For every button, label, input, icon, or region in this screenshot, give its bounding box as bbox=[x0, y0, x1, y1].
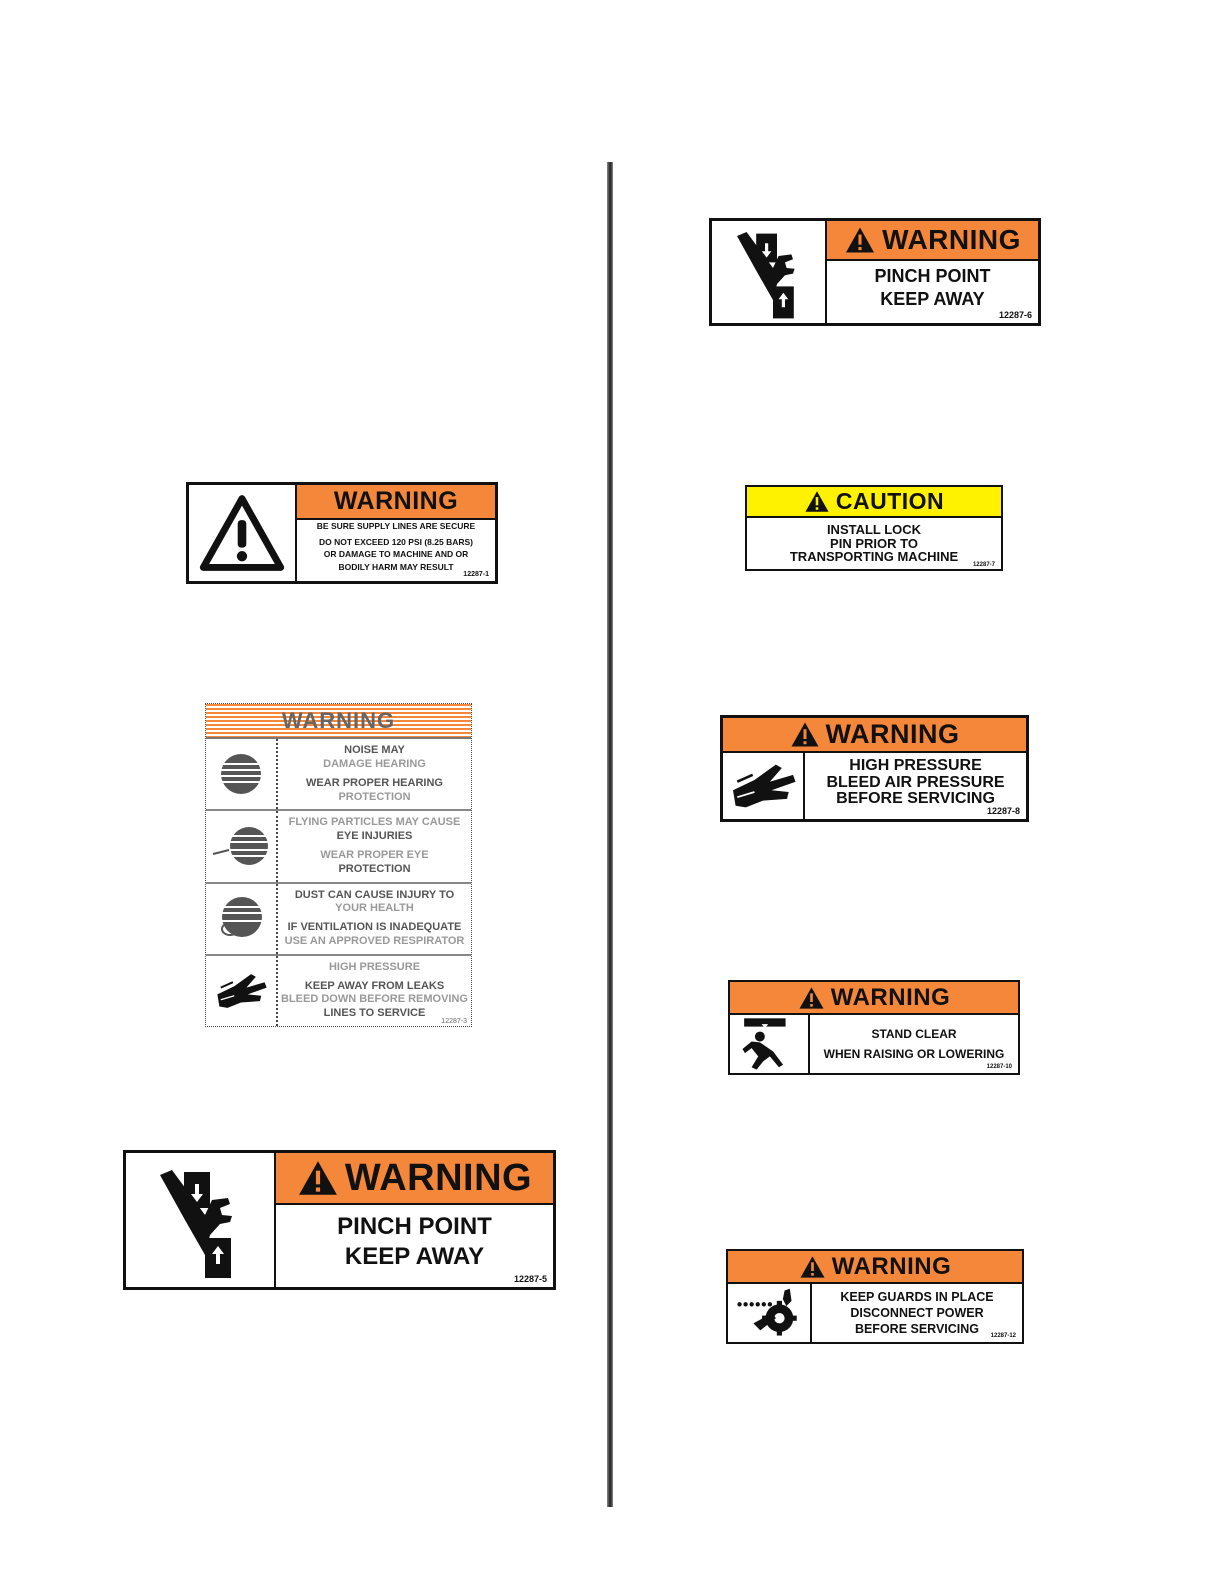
ppe-line: WEAR PROPER EYE bbox=[320, 848, 429, 861]
decal-line: PINCH POINT bbox=[337, 1213, 492, 1240]
page-divider bbox=[607, 162, 613, 1507]
crush-hazard-person-icon bbox=[740, 1015, 798, 1073]
decal-line: DO NOT EXCEED 120 PSI (8.25 BARS) bbox=[319, 537, 473, 548]
part-number: 12287-3 bbox=[441, 1018, 467, 1026]
decal-header: WARNING bbox=[830, 983, 951, 1011]
decal-line: KEEP GUARDS IN PLACE bbox=[840, 1289, 994, 1304]
pinch-point-hand-icon bbox=[729, 224, 809, 320]
part-number: 12287-1 bbox=[463, 571, 489, 578]
decal-header: WARNING bbox=[831, 1252, 952, 1280]
decal-line: PINCH POINT bbox=[874, 265, 991, 286]
ppe-line: WEAR PROPER HEARING bbox=[306, 776, 443, 789]
high-pressure-hand-icon bbox=[728, 756, 798, 816]
decal-line: WHEN RAISING OR LOWERING bbox=[823, 1047, 1005, 1061]
ppe-line: DUST CAN CAUSE INJURY TO bbox=[294, 888, 455, 901]
warning-triangle-icon bbox=[790, 721, 820, 748]
part-number: 12287-6 bbox=[998, 310, 1032, 320]
decal-line: INSTALL LOCK bbox=[826, 522, 922, 538]
decal-line: OR DAMAGE TO MACHINE AND OR bbox=[323, 549, 469, 560]
decal-line: KEEP AWAY bbox=[880, 289, 985, 309]
decal-line: STAND CLEAR bbox=[871, 1026, 957, 1041]
ppe-line: PROTECTION bbox=[338, 862, 411, 875]
part-number: 12287-5 bbox=[513, 1274, 547, 1284]
ppe-row bbox=[206, 956, 471, 1026]
ppe-line: DAMAGE HEARING bbox=[323, 758, 426, 771]
decal-line: PIN PRIOR TO bbox=[830, 535, 918, 551]
ppe-line: YOUR HEALTH bbox=[335, 902, 414, 915]
decal-line: DISCONNECT POWER bbox=[850, 1305, 984, 1320]
part-number: 12287-7 bbox=[972, 561, 995, 568]
hearing-protection-icon bbox=[219, 752, 263, 796]
caution-decal-lock-pin bbox=[745, 485, 1003, 571]
eye-protection-icon bbox=[211, 824, 271, 868]
warning-decal-stand-clear bbox=[728, 980, 1020, 1075]
warning-triangle-icon bbox=[798, 986, 825, 1010]
warning-decal-guards bbox=[726, 1249, 1024, 1344]
decal-header: WARNING bbox=[297, 485, 495, 520]
high-pressure-hand-icon bbox=[214, 966, 268, 1016]
exclamation-triangle-icon bbox=[199, 494, 285, 572]
decal-header: WARNING bbox=[206, 704, 471, 739]
decal-line: TRANSPORTING MACHINE bbox=[789, 549, 959, 565]
warning-decal-supply-lines bbox=[186, 482, 498, 584]
ppe-line: BLEED DOWN BEFORE REMOVING bbox=[280, 993, 468, 1006]
ppe-line: FLYING PARTICLES MAY CAUSE bbox=[288, 816, 461, 829]
decal-header: WARNING bbox=[825, 719, 960, 749]
decal-line: BE SURE SUPPLY LINES ARE SECURE bbox=[316, 520, 476, 531]
ppe-row bbox=[206, 884, 471, 956]
warning-decal-high-pressure bbox=[720, 715, 1029, 822]
warning-triangle-icon bbox=[844, 226, 876, 254]
caution-triangle-icon bbox=[804, 490, 830, 513]
part-number: 12287-10 bbox=[986, 1063, 1012, 1070]
ppe-row bbox=[206, 739, 471, 811]
gear-entanglement-icon bbox=[734, 1287, 804, 1339]
decal-line: BEFORE SERVICING bbox=[836, 790, 995, 808]
ppe-line: EYE INJURIES bbox=[336, 830, 413, 843]
decal-line: KEEP AWAY bbox=[344, 1243, 485, 1270]
ppe-line: USE AN APPROVED RESPIRATOR bbox=[284, 934, 465, 947]
ppe-line: PROTECTION bbox=[338, 790, 411, 803]
warning-triangle-icon bbox=[297, 1159, 339, 1197]
ppe-line: IF VENTILATION IS INADEQUATE bbox=[287, 921, 462, 934]
ppe-row bbox=[206, 811, 471, 883]
part-number: 12287-12 bbox=[990, 1333, 1016, 1340]
decal-line: BEFORE SERVICING bbox=[854, 1322, 980, 1337]
decal-header: WARNING bbox=[882, 224, 1021, 255]
decal-line: BODILY HARM MAY RESULT bbox=[338, 561, 454, 572]
decal-line: BLEED AIR PRESSURE bbox=[826, 773, 1005, 791]
respirator-icon bbox=[216, 895, 266, 943]
part-number: 12287-8 bbox=[986, 805, 1020, 816]
warning-decal-ppe bbox=[205, 703, 472, 1027]
pinch-point-hand-icon bbox=[150, 1160, 250, 1280]
decal-header: CAUTION bbox=[835, 488, 945, 514]
ppe-line: LINES TO SERVICE bbox=[323, 1007, 426, 1020]
warning-triangle-icon bbox=[799, 1255, 826, 1279]
ppe-line: KEEP AWAY FROM LEAKS bbox=[304, 979, 445, 992]
decal-header: WARNING bbox=[344, 1156, 533, 1199]
warning-decal-pinch-point-large bbox=[123, 1150, 556, 1290]
warning-decal-pinch-point-small bbox=[709, 218, 1041, 326]
ppe-line: NOISE MAY bbox=[344, 744, 405, 757]
decal-line: HIGH PRESSURE bbox=[849, 756, 982, 774]
ppe-line: HIGH PRESSURE bbox=[328, 960, 421, 973]
